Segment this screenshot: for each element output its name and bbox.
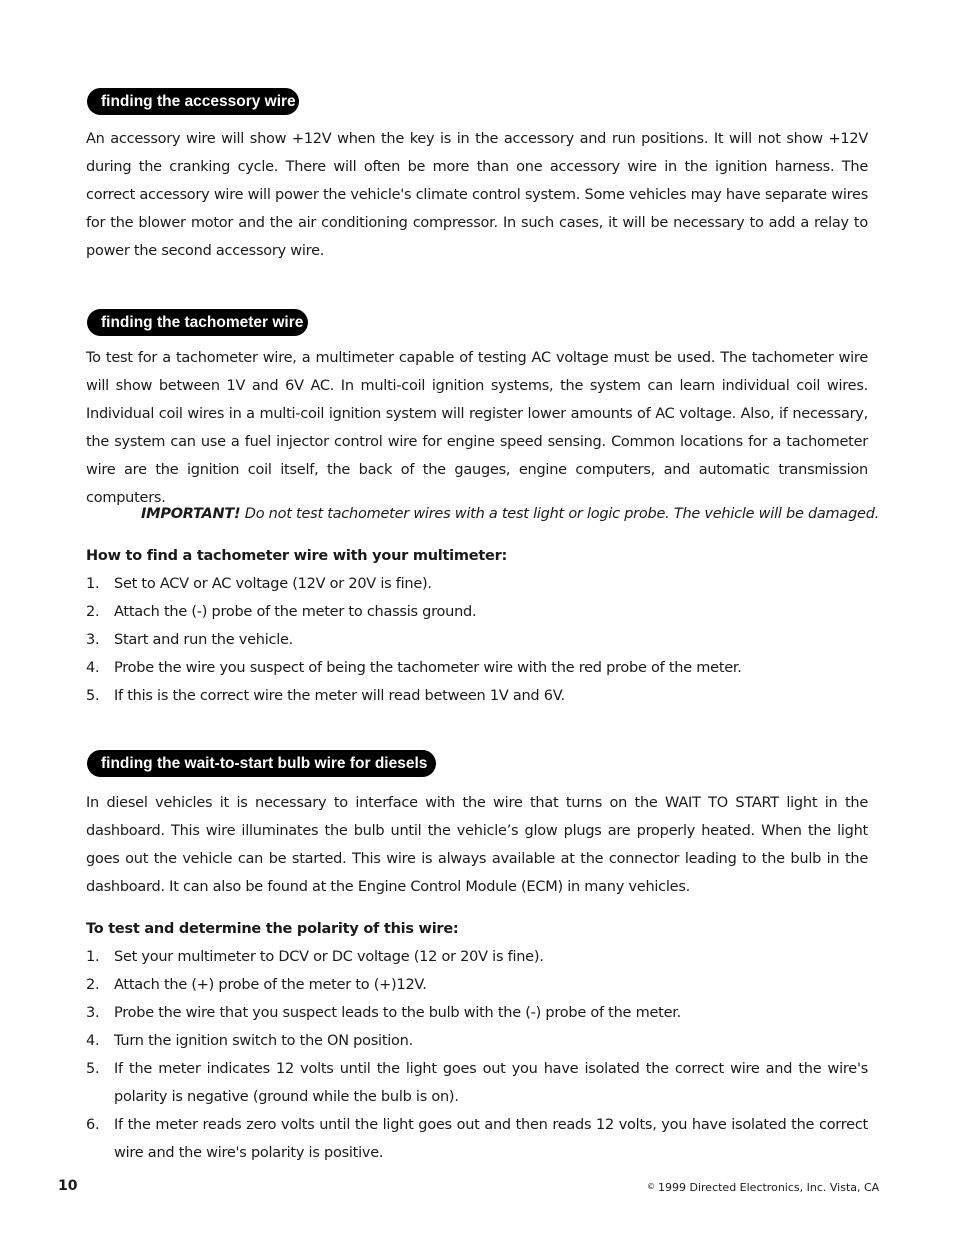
section-heading-accessory: finding the accessory wire bbox=[87, 88, 299, 115]
diesel-steps-heading: To test and determine the polarity of this wire: bbox=[86, 921, 459, 937]
step-text: If this is the correct wire the meter will read between 1V and 6V. bbox=[114, 688, 565, 704]
step-number: 1. bbox=[86, 576, 100, 592]
list-item bbox=[86, 971, 868, 999]
step-number: 3. bbox=[86, 632, 100, 648]
important-note bbox=[141, 500, 880, 528]
step-text: If the meter reads zero volts until the light goes out and then reads 12 volts, you have isolated the correct wire and the wire's polarity is positive. bbox=[114, 1117, 868, 1161]
step-text: Attach the (+) probe of the meter to (+)12V. bbox=[114, 977, 427, 993]
diesel-steps-list bbox=[86, 943, 868, 1167]
important-label: IMPORTANT! bbox=[141, 506, 241, 522]
step-text: Probe the wire that you suspect leads to the bulb with the (-) probe of the meter. bbox=[114, 1005, 681, 1021]
step-text: Set your multimeter to DCV or DC voltage (12 or 20V is fine). bbox=[114, 949, 544, 965]
tachometer-steps-heading: How to find a tachometer wire with your multimeter: bbox=[86, 548, 508, 564]
section-heading-diesel: finding the wait-to-start bulb wire for diesels bbox=[87, 750, 436, 777]
step-number: 4. bbox=[86, 1033, 100, 1049]
list-item bbox=[86, 999, 868, 1027]
list-item bbox=[86, 598, 868, 626]
important-text: Do not test tachometer wires with a test light or logic probe. The vehicle will be damaged. bbox=[240, 506, 880, 522]
list-item bbox=[86, 654, 868, 682]
step-number: 5. bbox=[86, 1061, 100, 1077]
list-item bbox=[86, 943, 868, 971]
list-item bbox=[86, 682, 868, 710]
step-number: 4. bbox=[86, 660, 100, 676]
page-number: 10 bbox=[58, 1178, 78, 1194]
tachometer-steps-list bbox=[86, 570, 868, 710]
step-text: If the meter indicates 12 volts until the light goes out you have isolated the correct wire and the wire's polarity is negative (ground while the bulb is on). bbox=[114, 1061, 868, 1105]
step-text: Probe the wire you suspect of being the tachometer wire with the red probe of the meter. bbox=[114, 660, 742, 676]
step-text: Set to ACV or AC voltage (12V or 20V is fine). bbox=[114, 576, 432, 592]
step-number: 2. bbox=[86, 604, 100, 620]
step-text: Start and run the vehicle. bbox=[114, 632, 294, 648]
section-heading-tachometer: finding the tachometer wire bbox=[87, 309, 308, 336]
list-item bbox=[86, 1111, 868, 1167]
copyright-symbol: © bbox=[647, 1182, 655, 1191]
copyright-text: 1999 Directed Electronics, Inc. Vista, CA bbox=[658, 1181, 880, 1194]
list-item bbox=[86, 1055, 868, 1111]
step-number: 5. bbox=[86, 688, 100, 704]
step-number: 2. bbox=[86, 977, 100, 993]
step-number: 1. bbox=[86, 949, 100, 965]
accessory-paragraph: An accessory wire will show +12V when the key is in the accessory and run positions. It will not show +12V during the cranking cycle. There will often be more than one accessory wire in the ignition harness. The correct accessory wire will power the vehicle's climate control system. Some vehicles may have separate wires for the blower motor and the air conditioning compressor. In such cases, it will be necessary to add a relay to power the second accessory wire. bbox=[86, 131, 868, 259]
step-number: 6. bbox=[86, 1117, 100, 1133]
list-item bbox=[86, 1027, 868, 1055]
diesel-paragraph: In diesel vehicles it is necessary to interface with the wire that turns on the WAIT TO START light in the dashboard. This wire illuminates the bulb until the vehicle’s glow plugs are properly heated. When the light goes out the vehicle can be started. This wire is always available at the connector leading to the bulb in the dashboard. It can also be found at the Engine Control Module (ECM) in many vehicles. bbox=[86, 795, 868, 895]
list-item bbox=[86, 570, 868, 598]
step-text: Turn the ignition switch to the ON position. bbox=[114, 1033, 413, 1049]
tachometer-paragraph: To test for a tachometer wire, a multimeter capable of testing AC voltage must be used. The tachometer wire will show between 1V and 6V AC. In multi-coil ignition systems, the system can learn individual coil wires. Individual coil wires in a multi-coil ignition system will register lower amounts of AC voltage. Also, if necessary, the system can use a fuel injector control wire for engine speed sensing. Common locations for a tachometer wire are the ignition coil itself, the back of the gauges, engine computers, and automatic transmission computers. bbox=[86, 350, 868, 506]
step-text: Attach the (-) probe of the meter to chassis ground. bbox=[114, 604, 477, 620]
step-number: 3. bbox=[86, 1005, 100, 1021]
copyright-notice bbox=[647, 1178, 879, 1197]
list-item bbox=[86, 626, 868, 654]
